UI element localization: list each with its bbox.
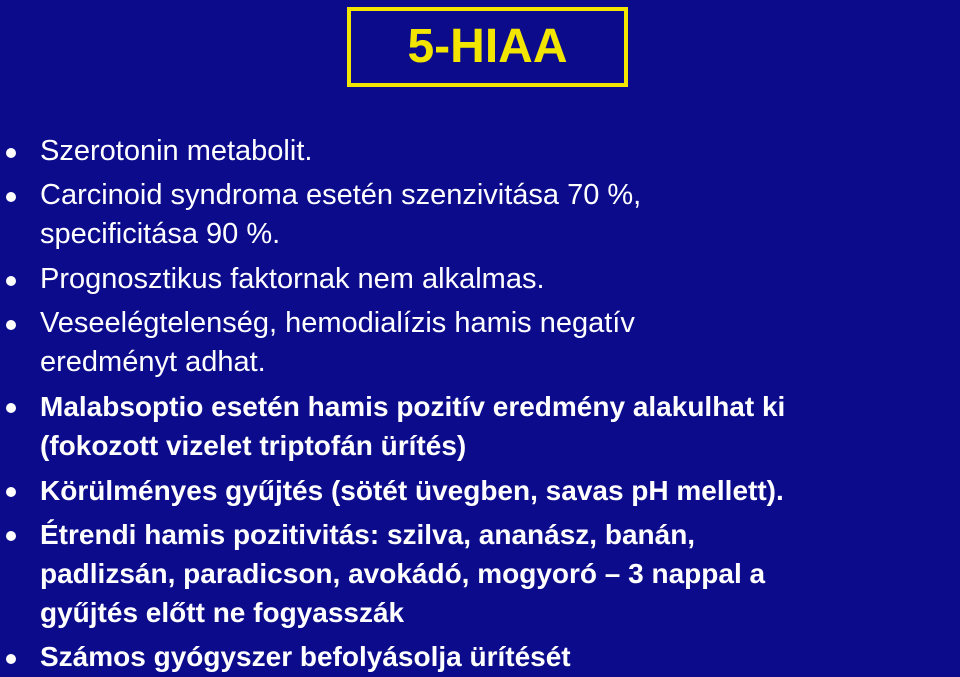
bullet-4-line-2: eredményt adhat. xyxy=(40,346,266,378)
slide-title: 5-HIAA xyxy=(407,20,568,73)
bullet-2-line-2: specificitása 90 %. xyxy=(40,218,281,250)
bullet-dot xyxy=(6,531,16,541)
bullet-dot xyxy=(6,654,16,664)
bullet-dot xyxy=(6,192,16,202)
bullet-5-line-2: (fokozott vizelet triptofán ürítés) xyxy=(40,430,467,461)
bullet-dot xyxy=(6,320,16,330)
bullet-8-line-1: Számos gyógyszer befolyásolja ürítését xyxy=(40,641,571,672)
bullet-2-line-1: Carcinoid syndroma esetén szenzivitása 70 %, xyxy=(40,179,642,211)
bullet-dot xyxy=(6,487,16,497)
bullet-dot xyxy=(6,276,16,286)
bullet-dot xyxy=(6,403,16,413)
bullet-6-line-1: Körülményes gyűjtés (sötét üvegben, savas pH mellett). xyxy=(40,475,784,506)
bullet-dot xyxy=(6,148,16,158)
bullet-7-line-2: padlizsán, paradicson, avokádó, mogyoró – 3 nappal a xyxy=(40,558,766,589)
bullet-1-line-1: Szerotonin metabolit. xyxy=(40,135,313,167)
bullet-4-line-1: Veseelégtelenség, hemodialízis hamis negatív xyxy=(40,307,635,339)
bullet-3-line-1: Prognosztikus faktornak nem alkalmas. xyxy=(40,263,545,295)
bullet-5-line-1: Malabsoptio esetén hamis pozitív eredmény alakulhat ki xyxy=(40,391,786,422)
bullet-7-line-3: gyűjtés előtt ne fogyasszák xyxy=(40,597,405,628)
bullet-7-line-1: Étrendi hamis pozitivitás: szilva, ananász, banán, xyxy=(40,519,696,550)
